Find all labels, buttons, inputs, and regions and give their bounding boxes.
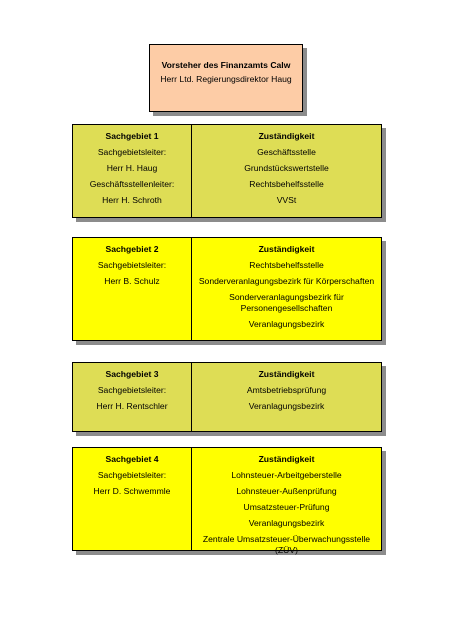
role-label: Sachgebietsleiter:	[97, 260, 167, 270]
zustaendigkeit-item: Veranlagungsbezirk	[248, 319, 325, 329]
sachgebiet-3-box	[72, 362, 382, 432]
zustaendigkeit-item: Grundstückswertstelle	[244, 163, 329, 173]
sachgebiet-2-box	[72, 237, 382, 341]
zustaendigkeit-item: Rechtsbehelfsstelle	[249, 179, 324, 189]
role-label: Sachgebietsleiter:	[97, 470, 167, 480]
head-title: Vorsteher des Finanzamts Calw	[161, 60, 291, 70]
zustaendigkeit-item: Lohnsteuer-Arbeitgeberstelle	[231, 470, 342, 480]
zustaendigkeit-title: Zuständigkeit	[258, 454, 315, 464]
role-label: Sachgebietsleiter:	[97, 385, 167, 395]
role-label: Sachgebietsleiter:	[97, 147, 167, 157]
sachgebiet-2-right-column	[192, 244, 381, 335]
person-name: Herr D. Schwemmle	[93, 486, 171, 496]
zustaendigkeit-item: VVSt	[276, 195, 297, 205]
sachgebiet-1-right-column	[192, 131, 381, 211]
zustaendigkeit-item: Zentrale Umsatzsteuer-Überwachungsstelle (ZÜV)	[202, 534, 371, 555]
zustaendigkeit-item: Lohnsteuer-Außenprüfung	[236, 486, 337, 496]
zustaendigkeit-title: Zuständigkeit	[258, 369, 315, 379]
sachgebiet-4-left-column	[73, 454, 191, 502]
person-name: Herr H. Haug	[106, 163, 158, 173]
sachgebiet-title: Sachgebiet 3	[105, 369, 159, 379]
person-name: Herr H. Schroth	[102, 195, 162, 205]
zustaendigkeit-item: Amtsbetriebsprüfung	[246, 385, 327, 395]
sachgebiet-1-left-column	[73, 131, 191, 211]
sachgebiet-title: Sachgebiet 4	[105, 454, 159, 464]
role-label: Geschäftsstellenleiter:	[89, 179, 175, 189]
zustaendigkeit-item: Sonderveranlagungsbezirk für Körperschaften	[198, 276, 375, 286]
zustaendigkeit-item: Veranlagungsbezirk	[248, 401, 325, 411]
sachgebiet-3-right-column	[192, 369, 381, 417]
zustaendigkeit-item: Sonderveranlagungsbezirk für Personengesellschaften	[229, 292, 344, 313]
zustaendigkeit-item: Rechtsbehelfsstelle	[249, 260, 324, 270]
sachgebiet-title: Sachgebiet 2	[105, 244, 159, 254]
person-name: Herr H. Rentschler	[96, 401, 168, 411]
sachgebiet-4-right-column	[192, 454, 381, 561]
sachgebiet-3-left-column	[73, 369, 191, 417]
head-name: Herr Ltd. Regierungsdirektor Haug	[160, 74, 292, 84]
zustaendigkeit-title: Zuständigkeit	[258, 131, 315, 141]
zustaendigkeit-item: Veranlagungsbezirk	[248, 518, 325, 528]
sachgebiet-4-box	[72, 447, 382, 555]
zustaendigkeit-item: Geschäftsstelle	[257, 147, 316, 157]
zustaendigkeit-item: Umsatzsteuer-Prüfung	[243, 502, 330, 512]
person-name: Herr B. Schulz	[104, 276, 160, 286]
head-box	[149, 44, 303, 112]
sachgebiet-2-left-column	[73, 244, 191, 292]
sachgebiet-title: Sachgebiet 1	[105, 131, 159, 141]
zustaendigkeit-title: Zuständigkeit	[258, 244, 315, 254]
sachgebiet-1-box	[72, 124, 382, 218]
